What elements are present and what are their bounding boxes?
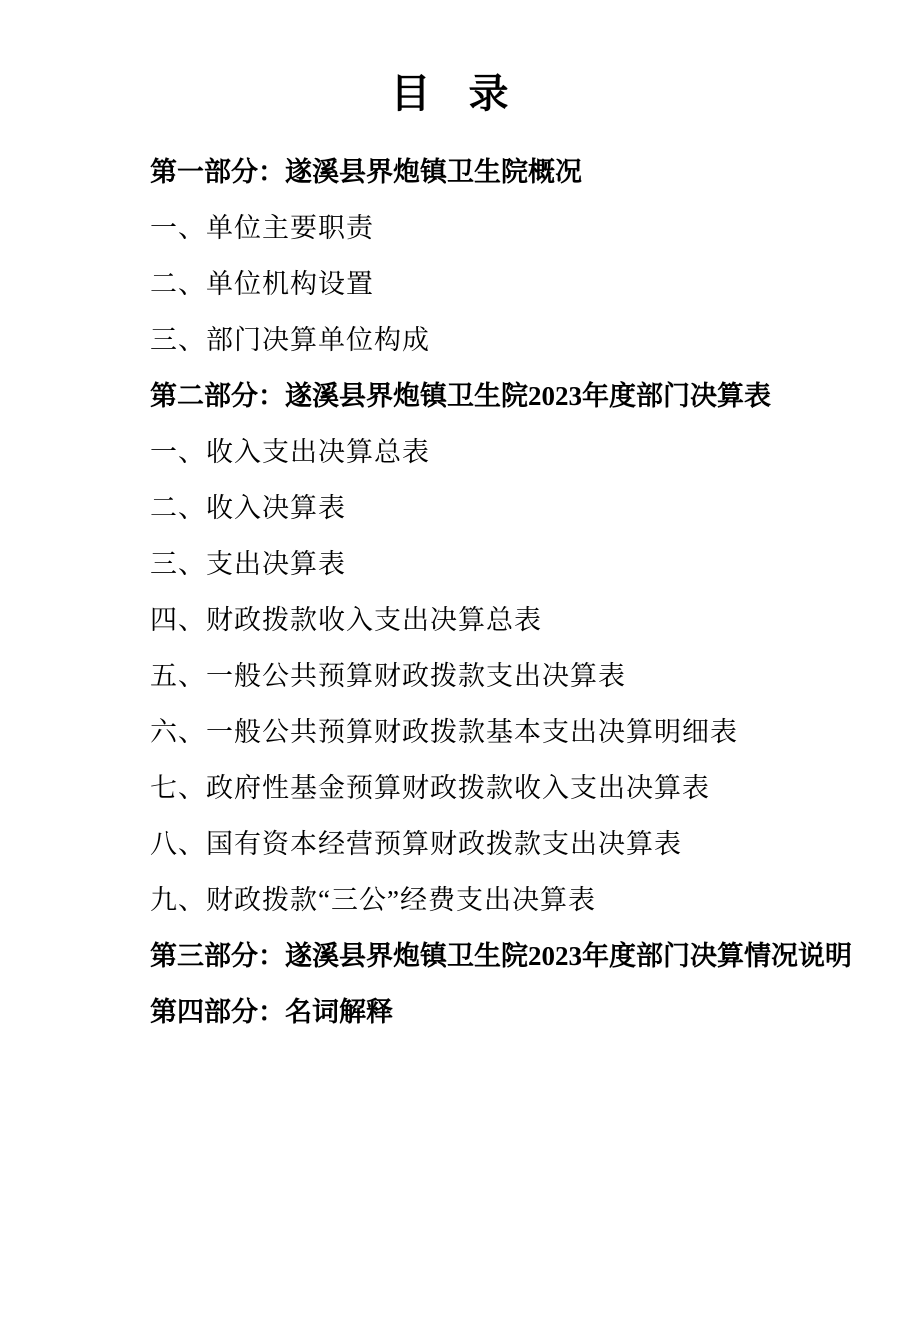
toc-entry-label: 一、收入支出决算总表 <box>150 437 430 467</box>
toc-entry-label: 第三部分：遂溪县界炮镇卫生院2023年度部门决算情况说明 <box>150 941 852 971</box>
toc-entry-part-3 <box>0 943 873 970</box>
toc-entry-label: 二、单位机构设置 <box>150 269 374 299</box>
toc-entry-item-1-3 <box>150 327 873 354</box>
table-of-contents <box>0 159 913 1026</box>
toc-entry-label: 第二部分：遂溪县界炮镇卫生院2023年度部门决算表 <box>150 381 771 411</box>
toc-entry-label: 八、国有资本经营预算财政拨款支出决算表 <box>150 829 682 859</box>
toc-entry-label: 第四部分：名词解释 <box>150 997 393 1027</box>
toc-entry-item-2-3 <box>150 551 873 578</box>
toc-entry-item-2-6 <box>150 719 873 746</box>
toc-entry-item-1-1 <box>150 215 873 242</box>
toc-entry-label: 第一部分：遂溪县界炮镇卫生院概况 <box>150 157 582 187</box>
toc-entry-item-2-5 <box>150 663 873 690</box>
toc-entry-part-1 <box>150 159 873 186</box>
toc-entry-part-2 <box>150 383 873 410</box>
page-title: 目 录 <box>390 71 523 116</box>
document-page <box>0 62 913 1329</box>
toc-entry-item-2-1 <box>150 439 873 466</box>
toc-entry-label: 四、财政拨款收入支出决算总表 <box>150 605 542 635</box>
toc-entry-label: 七、政府性基金预算财政拨款收入支出决算表 <box>150 773 710 803</box>
toc-entry-label: 六、一般公共预算财政拨款基本支出决算明细表 <box>150 717 738 747</box>
toc-entry-item-1-2 <box>150 271 873 298</box>
toc-entry-item-2-2 <box>150 495 873 522</box>
toc-entry-part-4 <box>150 999 873 1026</box>
toc-entry-label: 五、一般公共预算财政拨款支出决算表 <box>150 661 626 691</box>
toc-entry-label: 九、财政拨款“三公”经费支出决算表 <box>150 885 596 915</box>
toc-entry-label: 一、单位主要职责 <box>150 213 374 243</box>
toc-entry-item-2-7 <box>150 775 873 802</box>
toc-entry-item-2-8 <box>150 831 873 858</box>
toc-entry-label: 二、收入决算表 <box>150 493 346 523</box>
toc-entry-item-2-4 <box>150 607 873 634</box>
toc-entry-label: 三、部门决算单位构成 <box>150 325 430 355</box>
toc-entry-label: 三、支出决算表 <box>150 549 346 579</box>
toc-entry-item-2-9 <box>150 887 873 914</box>
